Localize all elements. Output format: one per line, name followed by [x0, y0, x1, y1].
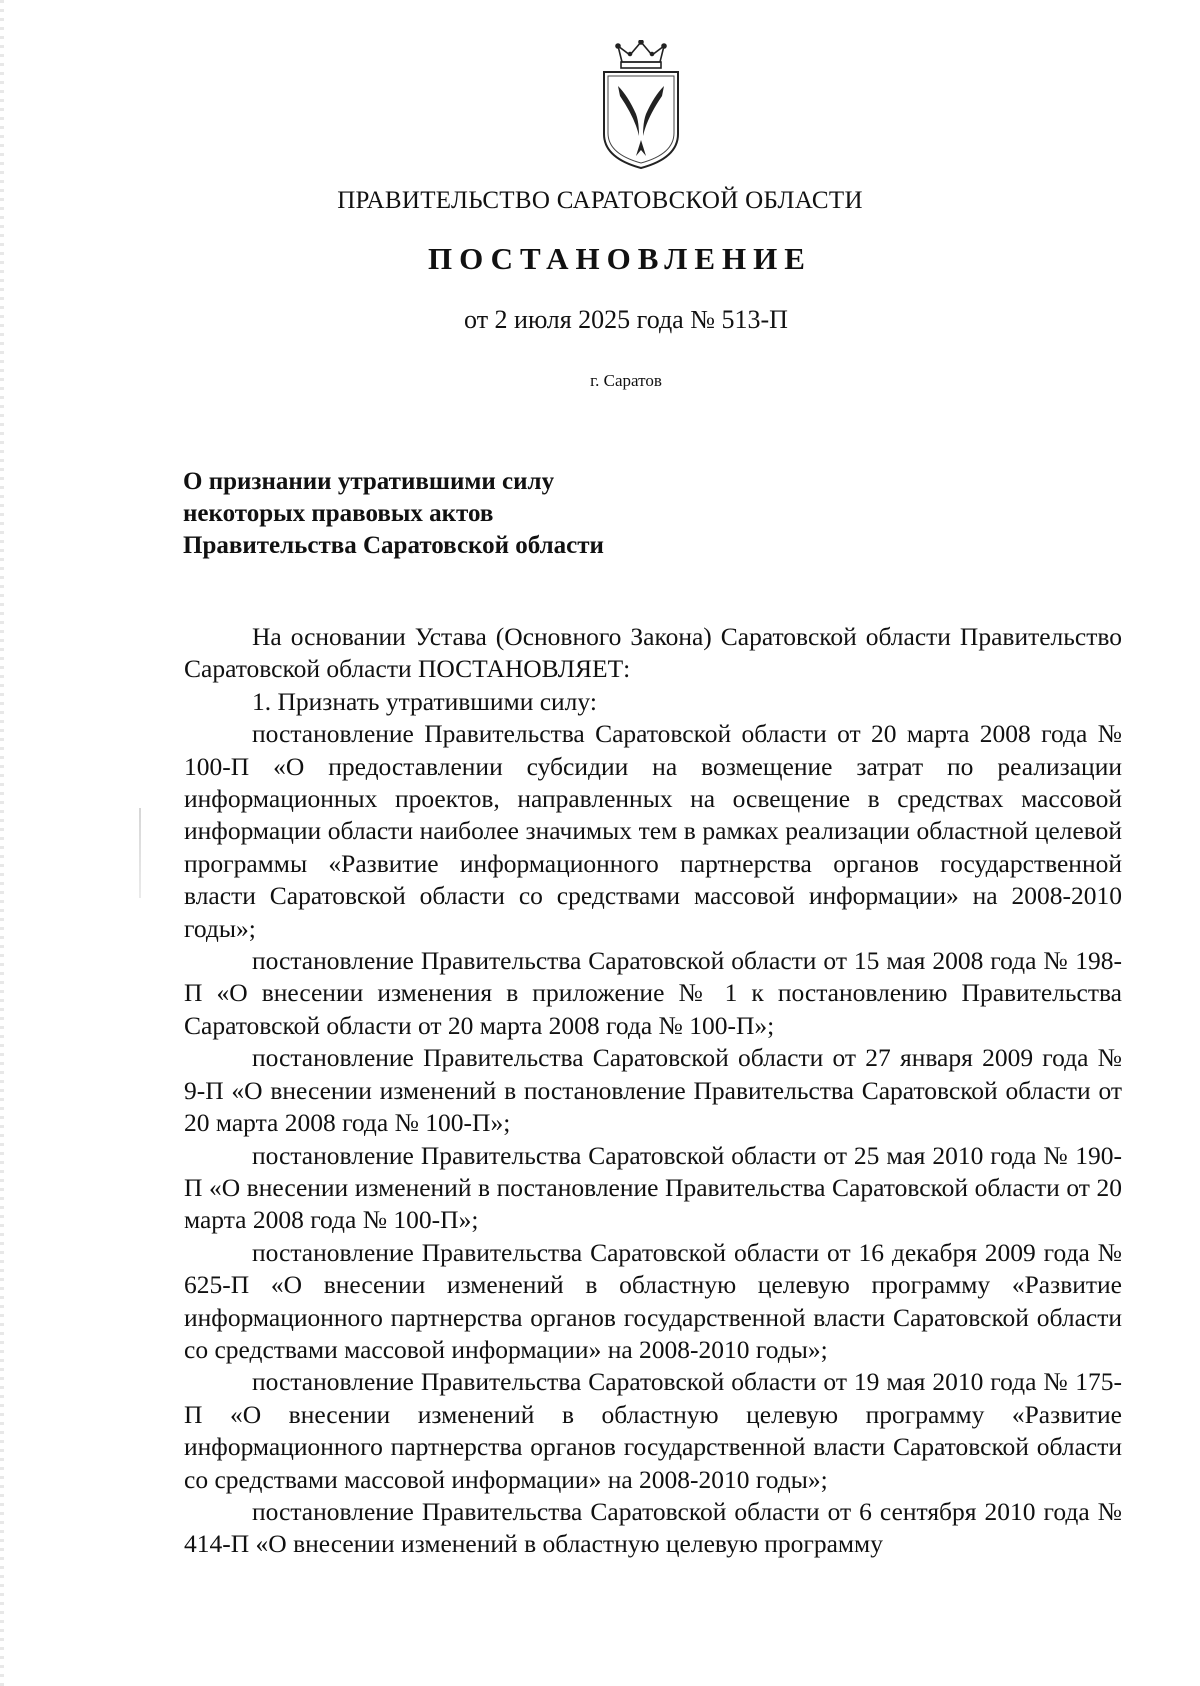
- government-name: ПРАВИТЕЛЬСТВО САРАТОВСКОЙ ОБЛАСТИ: [337, 187, 863, 214]
- body-paragraph-act: постановление Правительства Саратовской области от 19 мая 2010 года № 175-П «О внесении изменений в областную целевую программу «Развитие информационного партнерства органов государственной власти Саратовской области со средствами массовой информации» на 2008-2010 годы»;: [184, 1367, 1122, 1494]
- document-title: [183, 466, 604, 562]
- body-paragraph-item-1: 1. Признать утратившими силу:: [252, 686, 597, 716]
- document-date-number: от 2 июля 2025 года № 513-П: [464, 305, 788, 334]
- body-paragraph-act: постановление Правительства Саратовской области от 16 декабря 2009 года № 625-П «О внесении изменений в областную целевую программу «Развитие информационного партнерства органов государственной власти Саратовской области со средствами массовой информации» на 2008-2010 годы»;: [184, 1237, 1122, 1364]
- document-city: г. Саратов: [590, 371, 662, 390]
- title-line-1: О признании утратившими силу: [183, 468, 555, 495]
- body-paragraph-act: постановление Правительства Саратовской области от 25 мая 2010 года № 190-П «О внесении изменений в постановление Правительства Саратовской области от 20 марта 2008 года № 100-П»;: [184, 1140, 1122, 1235]
- body-paragraph-act: постановление Правительства Саратовской области от 27 января 2009 года № 9-П «О внесении изменений в постановление Правительства Саратовской области от 20 марта 2008 года № 100-П»;: [184, 1043, 1122, 1138]
- body-paragraph-act: постановление Правительства Саратовской области от 15 мая 2008 года № 198-П «О внесении изменения в приложение № 1 к постановлению Правительства Саратовской области от 20 марта 2008 года № 100-П»;: [184, 946, 1122, 1040]
- title-line-2: некоторых правовых актов: [183, 500, 494, 527]
- coat-of-arms-icon: [598, 40, 684, 170]
- scan-margin-mark: [139, 808, 141, 898]
- document-type: ПОСТАНОВЛЕНИЕ: [428, 241, 812, 276]
- title-line-3: Правительства Саратовской области: [183, 532, 604, 559]
- body-paragraph-act: постановление Правительства Саратовской области от 20 марта 2008 года № 100-П «О предоставлении субсидии на возмещение затрат по реализации информационных проектов, направленных на освещение в средствах массовой информации области наиболее значимых тем в рамках реализации областной целевой программы «Развитие информационного партнерства органов государственной власти Саратовской области со средствами массовой информации» на 2008-2010 годы»;: [184, 719, 1122, 943]
- body-paragraph-act: постановление Правительства Саратовской области от 6 сентября 2010 года № 414-П «О внесении изменений в областную целевую программу: [184, 1496, 1122, 1559]
- body-paragraph-preamble: На основании Устава (Основного Закона) Саратовской области Правительство Саратовской области ПОСТАНОВЛЯЕТ:: [184, 622, 1122, 684]
- document-body: [184, 621, 1122, 1561]
